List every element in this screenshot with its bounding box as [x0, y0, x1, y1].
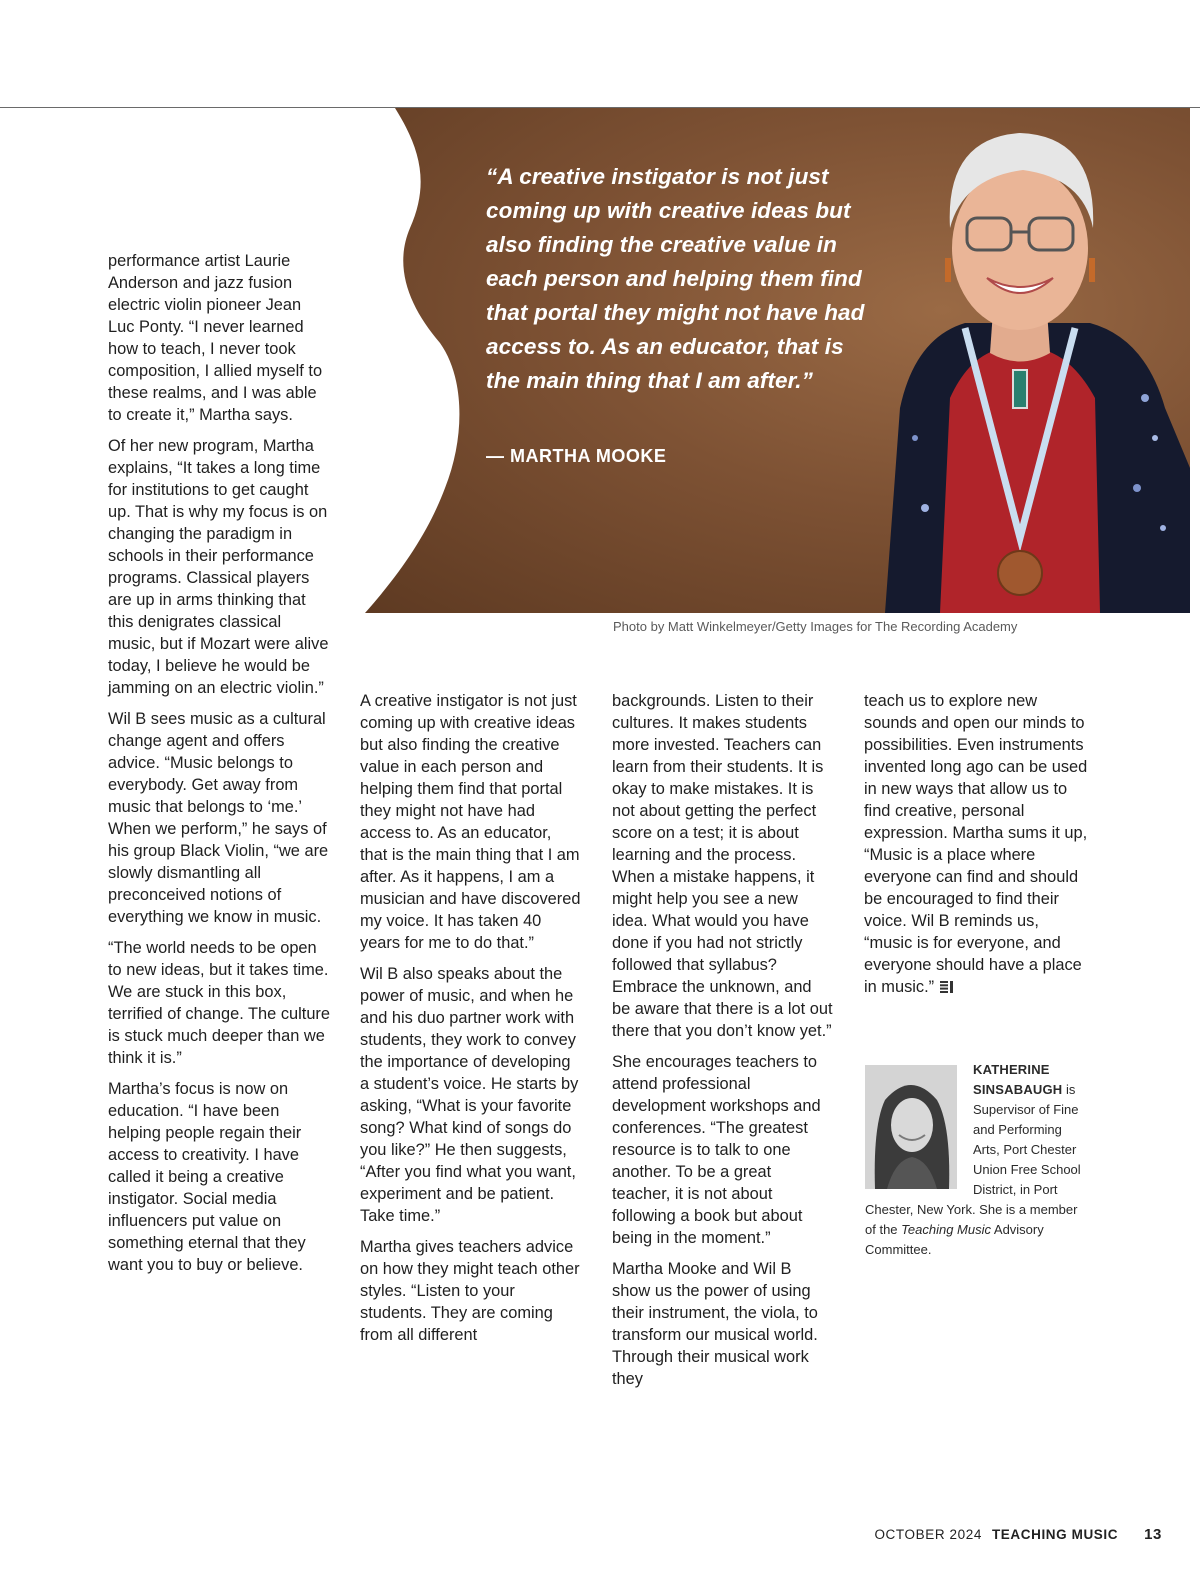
bio-text: is Supervisor of Fine and Performing Arts, Port Chester Union Free School District, in Port Chester, New York. She is a member of the: [865, 1082, 1081, 1237]
article-column-2: [360, 690, 582, 1355]
page-footer: [874, 1526, 1162, 1543]
paragraph: Martha gives teachers advice on how they might teach other styles. “Listen to your students. They are coming from all different: [360, 1238, 580, 1344]
end-of-article-icon: [940, 981, 953, 993]
paragraph: performance artist Laurie Anderson and jazz fusion electric violin pioneer Jean Luc Ponty. “I never learned how to teach, I never took composition, I allied myself to these realms, and I was able to create it,” Martha says.: [108, 252, 323, 424]
paragraph: Martha’s focus is now on education. “I have been helping people regain their access to creativity. I have called it being a creative instigator. Social media influencers put value on something eternal that they want you to buy or believe.: [108, 1080, 306, 1274]
bio-text-end: Advisory Committee.: [865, 1222, 1044, 1257]
issue-date: OCTOBER 2024: [874, 1527, 982, 1542]
paragraph: Wil B sees music as a cultural change agent and offers advice. “Music belongs to everybody. Get away from music that belongs to ‘me.’ When we perform,” he says of his group Black Violin, “we are slowly dismantling all preconceived notions of everything we know in music.: [108, 710, 329, 926]
paragraph: “The world needs to be open to new ideas, but it takes time. We are stuck in this box, terrified of change. The culture is stuck much deeper than we think it is.”: [108, 939, 331, 1067]
paragraph: Wil B also speaks about the power of music, and when he and his duo partner work with students, they work to convey the importance of developing a student’s voice. He starts by asking, “What is your favorite song? What kind of songs do you like?” He then suggests, “After you find what you want, experiment and be patient. Take time.”: [360, 965, 579, 1225]
paragraph: [864, 690, 1090, 998]
article-column-3: [612, 690, 834, 1399]
pull-quote: “A creative instigator is not just coming up with creative ideas but also finding the creative value in each person and helping them find that portal they might not have had access to. As an educator, that is the main thing that I am after.”: [486, 164, 865, 393]
paragraph: She encourages teachers to attend professional development workshops and conferences. “The greatest resource is to talk to one another. To be a great teacher, it is not about following a book but about being in the moment.”: [612, 1053, 821, 1247]
publication-name: Teaching Music: [901, 1222, 991, 1237]
paragraph-text: teach us to explore new sounds and open our minds to possibilities. Even instruments invented long ago can be used in new ways that allow us to find creative, personal expression. Martha sums it up, “Music is a place where everyone can find and should be encouraged to find their voice. Wil B reminds us, “music is for everyone, and everyone should have a place in music.”: [864, 692, 1088, 996]
photo-credit: Photo by Matt Winkelmeyer/Getty Images for The Recording Academy: [613, 619, 1018, 634]
magazine-name: TEACHING MUSIC: [991, 1527, 1119, 1542]
page-number: 13: [1144, 1526, 1162, 1543]
paragraph: Martha Mooke and Wil B show us the power of using their instrument, the viola, to transform our musical world. Through their musical work they: [612, 1260, 818, 1388]
paragraph: backgrounds. Listen to their cultures. It makes students more invested. Teachers can learn from their students. It is okay to make mistakes. It is not about getting the perfect score on a test; it is about learning and the process. When a mistake happens, it might help you see a new idea. What would you have done if you had not strictly followed that syllabus? Embrace the unknown, and be aware that there is a lot out there that you don’t know yet.”: [612, 692, 833, 1040]
article-column-1: [108, 250, 330, 1285]
paragraph: A creative instigator is not just coming up with creative ideas but also finding the creative value in each person and helping them find that portal they might not have had access to. As an educator, that is the main thing that I am after. As it happens, I am a musician and have discovered my voice. It has taken 40 years for me to do that.”: [360, 692, 581, 952]
pull-quote-attribution: — MARTHA MOOKE: [486, 446, 667, 466]
violin-silhouette-shape: [365, 108, 475, 613]
paragraph: Of her new program, Martha explains, “It takes a long time for institutions to get caught up. That is why my focus is on changing the paradigm in schools in their performance programs. Classical players are up in arms thinking that this denigrates classical music, but if Mozart were alive today, I believe he would be jamming on an electric violin.”: [108, 437, 329, 697]
author-name: KATHERINE SINSABAUGH: [973, 1062, 1063, 1097]
hero-photo: [365, 108, 1190, 613]
author-bio: [865, 1060, 1087, 1260]
article-column-4: [864, 690, 1090, 1007]
martha-mooke-portrait: [845, 108, 1190, 613]
